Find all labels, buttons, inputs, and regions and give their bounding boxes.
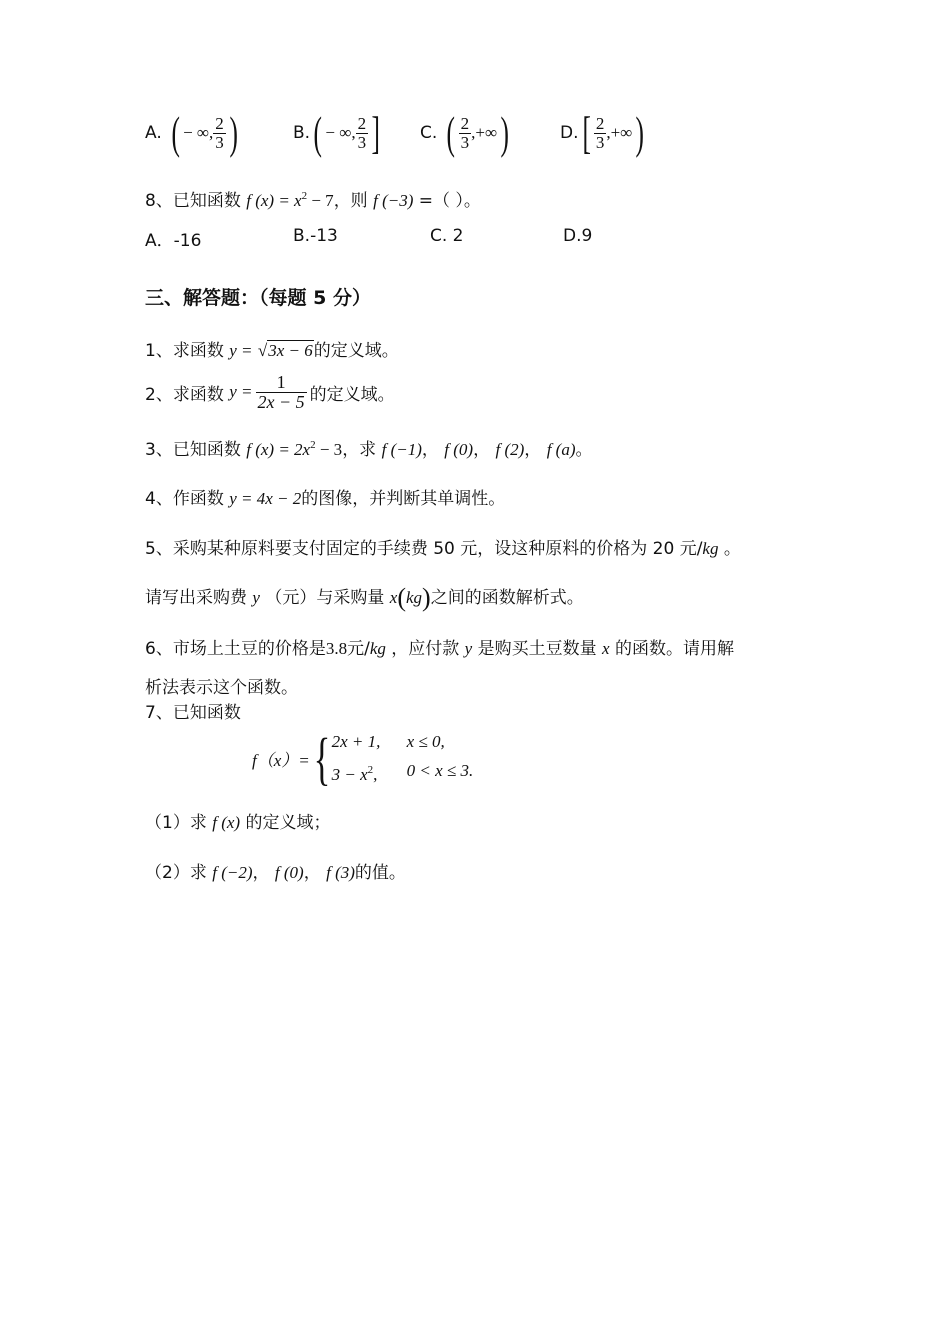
piecewise-function: f（x）= { 2x + 1, x ≤ 0, $3 - x^2$, 0 < x ≤ 3. <box>252 725 474 791</box>
case-2-expr: 3 − x <box>331 765 368 784</box>
option-label: D. <box>560 123 579 143</box>
q7-option-d: D. [ $\frac{2}{3}$ ,+∞ ) <box>560 107 645 158</box>
section-heading: 三、解答题：（每题 5 分） <box>145 287 371 309</box>
case-1-expr: 2x + 1, <box>331 732 381 751</box>
fraction: $\frac{2}{3}$ <box>460 113 470 152</box>
fraction: $\frac{2}{3}$ <box>357 113 367 152</box>
interval-left: − ∞, <box>183 123 214 142</box>
question-8: 8、已知函数 f $(x) = x^2 - 7$，则 f (−3) =（ ）。 <box>145 190 481 211</box>
q8-option-c: C. 2 <box>430 226 464 246</box>
problem-5-line-2: 请写出采购费 y （元）与采购量 x(kg)之间的函数解析式。 <box>145 583 584 612</box>
sqrt-expr: √3x − 6 <box>257 341 313 360</box>
problem-1: 1、求函数 y = √3x − 6的定义域。 <box>145 341 399 361</box>
interval-left: − ∞, <box>325 123 356 142</box>
q8-option-d: D.9 <box>563 226 593 246</box>
piecewise-label: f（x）= <box>252 751 310 770</box>
case-1-cond: x ≤ 0, <box>406 732 445 751</box>
fraction: $\frac{1}{2x - 5}$ <box>257 372 305 412</box>
problem-7-title: 7、已知函数 <box>145 703 241 723</box>
problem-5-line-1: 5、采购某种原料要支付固定的手续费 50 元，设这种原料的价格为 20 元/kg 。 <box>145 539 741 559</box>
function-expr: f (x) = x <box>246 191 302 210</box>
left-brace: { <box>313 725 331 791</box>
fraction: $\frac{2}{3}$ <box>215 113 224 152</box>
q7-option-a: A. ( − ∞, $\frac{2}{3}$ ) <box>145 107 238 158</box>
q7-option-c: C. ( $\frac{2}{3}$ ,+∞ ) <box>420 107 509 158</box>
interval-right: ,+∞ <box>471 123 498 142</box>
q8-option-b: B.-13 <box>293 226 338 246</box>
q7-option-b: B. ( − ∞, $\frac{2}{3}$ ] <box>293 107 381 158</box>
fraction: $\frac{2}{3}$ <box>595 113 605 152</box>
problem-7-sub-2: （2）求 f (−2)， f (0)， f (3)的值。 <box>145 863 406 883</box>
problem-4: 4、作函数 y = 4x − 2的图像，并判断其单调性。 <box>145 489 506 509</box>
problem-3: 3、已知函数 f $(x) = 2x^2 - 3$，求 f (−1)， f (0)， f (2)， f (a)。 <box>145 439 593 460</box>
option-label: A. <box>145 123 162 143</box>
problem-6-line-2: 析法表示这个函数。 <box>145 678 298 698</box>
problem-6-line-1: 6、市场上土豆的价格是3.8元/kg ，应付款 y 是购买土豆数量 x 的函数。请用解 <box>145 639 734 659</box>
problem-7-sub-1: （1）求 f (x) 的定义域； <box>145 813 331 833</box>
problem-2: 2、求函数 y = $\frac{1}{2x - 5}$ 的定义域。 <box>145 372 395 412</box>
option-label: B. <box>293 123 311 143</box>
q8-option-a: A．-16 <box>145 231 202 251</box>
case-2-cond: 0 < x ≤ 3. <box>406 761 474 780</box>
option-label: C. <box>420 123 438 143</box>
interval-right: ,+∞ <box>606 123 633 142</box>
